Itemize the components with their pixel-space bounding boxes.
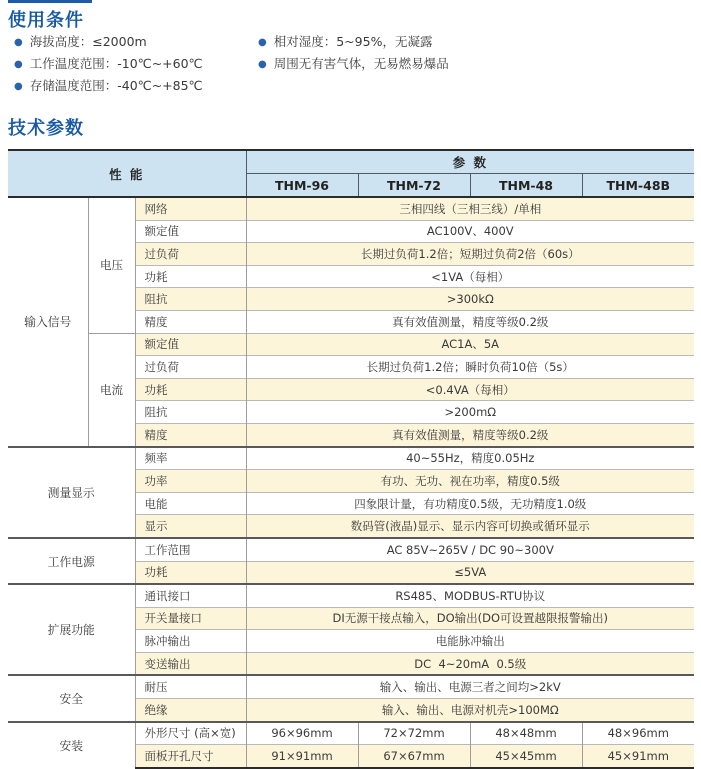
spec-label-cell: 额定值 — [135, 333, 246, 356]
model-header-thm48b: THM-48B — [582, 174, 694, 198]
spec-value-cell: 长期过负荷1.2倍；瞬时负荷10倍（5s） — [246, 356, 694, 379]
spec-value-cell: 40~55Hz，精度0.05Hz — [246, 447, 694, 470]
spec-row — [8, 584, 694, 607]
spec-value-cell: <0.4VA（每相） — [246, 378, 694, 401]
top-accent-bar — [8, 0, 92, 3]
spec-table-grid — [8, 149, 694, 769]
bullet-icon: ● — [14, 81, 23, 92]
spec-row — [8, 447, 694, 470]
usage-item-text: 海拔高度：≤2000m — [29, 34, 147, 49]
spec-value-cell: 长期过负荷1.2倍；短期过负荷2倍（60s） — [246, 243, 694, 266]
spec-value-cell: 真有效值测量，精度等级0.2级 — [246, 423, 694, 446]
usage-item-text: 工作温度范围：-10℃~+60℃ — [29, 56, 203, 71]
category-cell: 安装 — [8, 722, 135, 768]
spec-label-cell: 面板开孔尺寸 — [135, 745, 246, 768]
spec-value-cell: AC 85V~265V / DC 90~300V — [246, 538, 694, 561]
model-header-thm48: THM-48 — [470, 174, 582, 198]
spec-label-cell: 功率 — [135, 470, 246, 493]
spec-value-cell: >300kΩ — [246, 288, 694, 311]
subcategory-cell: 电流 — [88, 333, 135, 446]
spec-value-cell: 数码管(液晶)显示、显示内容可切换或循环显示 — [246, 515, 694, 538]
model-header-thm96: THM-96 — [246, 174, 358, 198]
spec-value-cell: RS485、MODBUS-RTU协议 — [246, 584, 694, 607]
spec-label-cell: 显示 — [135, 515, 246, 538]
spec-label-cell: 绝缘 — [135, 699, 246, 722]
spec-value-cell: 45×45mm — [470, 745, 582, 768]
category-cell: 安全 — [8, 675, 135, 721]
spec-label-cell: 变送输出 — [135, 652, 246, 675]
usage-item — [258, 31, 449, 53]
bullet-icon: ● — [14, 59, 23, 70]
spec-row — [8, 722, 694, 745]
spec-label-cell: 精度 — [135, 423, 246, 446]
usage-item — [14, 53, 252, 75]
usage-item-text: 周围无有害气体，无易燃易爆品 — [273, 56, 449, 71]
spec-label-cell: 工作范围 — [135, 538, 246, 561]
spec-label-cell: 网络 — [135, 197, 246, 220]
spec-label-cell: 阻抗 — [135, 288, 246, 311]
spec-value-cell: 真有效值测量，精度等级0.2级 — [246, 310, 694, 333]
spec-row — [8, 538, 694, 561]
usage-list-right — [258, 31, 449, 97]
spec-value-cell: 91×91mm — [246, 745, 358, 768]
usage-item — [14, 31, 252, 53]
spec-value-cell: DC 4~20mA 0.5级 — [246, 652, 694, 675]
category-cell: 扩展功能 — [8, 584, 135, 675]
spec-label-cell: 阻抗 — [135, 401, 246, 424]
spec-row — [8, 675, 694, 698]
usage-title: 使用条件 — [8, 10, 84, 31]
spec-label-cell: 功耗 — [135, 265, 246, 288]
spec-value-cell: 有功、无功、视在功率，精度0.5级 — [246, 470, 694, 493]
spec-label-cell: 过负荷 — [135, 356, 246, 379]
model-header-thm72: THM-72 — [358, 174, 470, 198]
spec-value-cell: 67×67mm — [358, 745, 470, 768]
spec-value-cell: 45×91mm — [582, 745, 694, 768]
spec-value-cell: <1VA（每相） — [246, 265, 694, 288]
category-cell: 测量显示 — [8, 447, 135, 538]
spec-value-cell: 四象限计量，有功精度0.5级，无功精度1.0级 — [246, 492, 694, 515]
subcategory-cell: 电压 — [88, 197, 135, 333]
spec-label-cell: 功耗 — [135, 561, 246, 584]
spec-table — [8, 149, 694, 769]
spec-label-cell: 脉冲输出 — [135, 630, 246, 653]
spec-label-cell: 通讯接口 — [135, 584, 246, 607]
spec-table-body — [8, 197, 694, 768]
usage-item-text: 存储温度范围：-40℃~+85℃ — [29, 78, 203, 93]
spec-label-cell: 额定值 — [135, 220, 246, 243]
spec-label-cell: 耐压 — [135, 675, 246, 698]
category-cell: 输入信号 — [8, 197, 88, 447]
specs-title: 技术参数 — [8, 118, 84, 139]
spec-value-cell: 48×48mm — [470, 722, 582, 745]
usage-item — [14, 75, 252, 97]
spec-value-cell: AC100V、400V — [246, 220, 694, 243]
spec-row — [8, 333, 694, 356]
bullet-icon: ● — [258, 59, 267, 70]
spec-value-cell: 三相四线（三相三线）/单相 — [246, 197, 694, 220]
spec-value-cell: DI无源干接点输入，DO输出(DO可设置越限报警输出) — [246, 607, 694, 630]
spec-value-cell: 输入、输出、电源对机壳>100MΩ — [246, 699, 694, 722]
spec-label-cell: 外形尺寸 (高×宽) — [135, 722, 246, 745]
category-cell: 工作电源 — [8, 538, 135, 584]
spec-label-cell: 电能 — [135, 492, 246, 515]
spec-label-cell: 开关量接口 — [135, 607, 246, 630]
spec-label-cell: 过负荷 — [135, 243, 246, 266]
usage-list-left — [14, 31, 252, 97]
spec-label-cell: 精度 — [135, 310, 246, 333]
bullet-icon: ● — [258, 37, 267, 48]
spec-value-cell: 电能脉冲输出 — [246, 630, 694, 653]
spec-row — [8, 197, 694, 220]
spec-value-cell: AC1A、5A — [246, 333, 694, 356]
spec-value-cell: >200mΩ — [246, 401, 694, 424]
param-header-cell: 参 数 — [246, 150, 694, 174]
spec-value-cell: 96×96mm — [246, 722, 358, 745]
spec-value-cell: 输入、输出、电源三者之间均>2kV — [246, 675, 694, 698]
usage-section — [0, 31, 701, 97]
usage-item-text: 相对湿度：5~95%，无凝露 — [273, 34, 433, 49]
spec-value-cell: 72×72mm — [358, 722, 470, 745]
spec-value-cell: 48×96mm — [582, 722, 694, 745]
perf-header-cell: 性 能 — [8, 150, 246, 197]
spec-label-cell: 频率 — [135, 447, 246, 470]
spec-label-cell: 功耗 — [135, 378, 246, 401]
spec-table-header — [8, 150, 694, 197]
usage-item — [258, 53, 449, 75]
spec-value-cell: ≤5VA — [246, 561, 694, 584]
bullet-icon: ● — [14, 37, 23, 48]
